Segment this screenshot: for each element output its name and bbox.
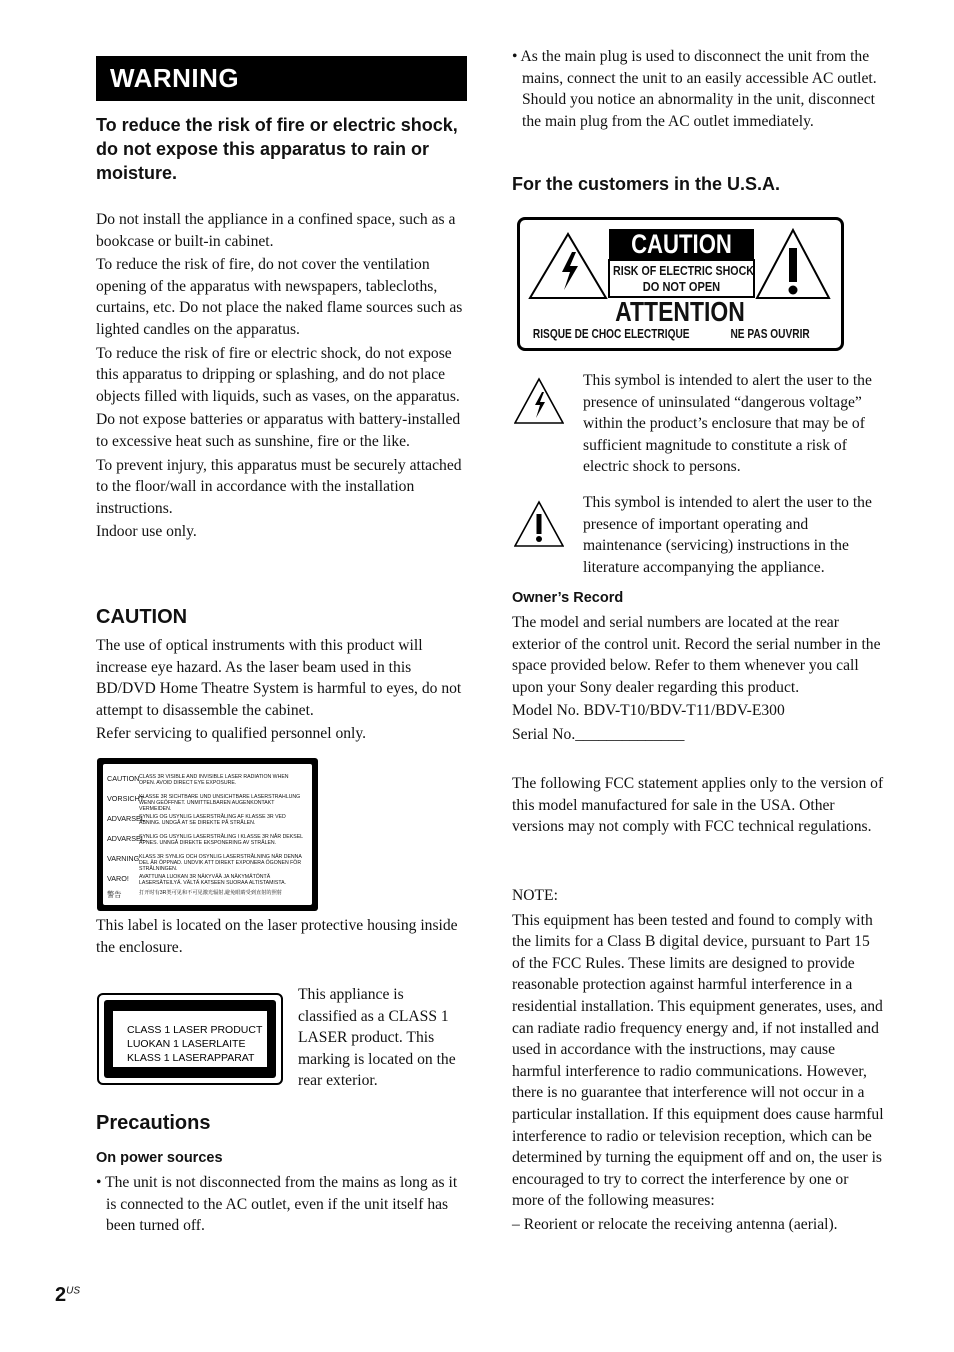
caution-word: CAUTION <box>631 229 732 259</box>
warning-paragraph: To prevent injury, this apparatus must be securely attached to the floor/wall in accordance with the installation instructions. <box>96 456 462 517</box>
warning-paragraphs <box>96 209 467 543</box>
warning-paragraph: Do not expose batteries or apparatus with battery-installed to excessive heat such as sunshine, fire or the like. <box>96 411 461 450</box>
laser-label-row: ADVARSELSYNLIG OG USYNLIG LASERSTRÅLING I KLASSE 3R NÅR DEKSEL ÅPNES. UNNGÅ DIREKTE EKSPONERING AV STRÅLEN. <box>107 834 303 846</box>
risque-text: RISQUE DE CHOC ELECTRIQUE <box>532 326 690 341</box>
lightning-symbol-description: This symbol is intended to alert the user to the presence of uninsulated “dangerous voltage” within the product’s enclosure that may be of sufficient magnitude to constitute a risk of electric shock to persons. <box>583 372 872 476</box>
power-bullet: • The unit is not disconnected from the mains as long as it is connected to the AC outlet, even if the unit itself has been turned off. <box>96 1174 458 1235</box>
laser-label-row: 警告 打开时有3R类可见和不可见激光辐射,避免眼睛受到直射的照射 <box>107 890 282 899</box>
serial-number: Serial No.______________ <box>512 725 685 743</box>
precautions-heading: Precautions <box>96 1112 211 1134</box>
caution-electric-shock-label <box>517 217 844 351</box>
owners-record-heading: Owner’s Record <box>512 590 624 606</box>
laser-label-row: VARNINGKLASS 3R SYNLIG OCH OSYNLIG LASERSTRÅLNING NÄR DENNA DEL ÄR ÖPPNAD. UNDVIK ATT DIREKT EXPONERA ÖGONEN FÖR STRÅLNINGEN. <box>107 854 302 872</box>
warning-paragraph: To reduce the risk of fire or electric shock, do not expose this apparatus to dripping or splashing, and do not place objects filled with liquids, such as vases, on the apparatus. <box>96 344 460 405</box>
owners-record-text: The model and serial numbers are located at the rear exterior of the control unit. Record the serial number in the space provided below. Refer to them whenever you call upon your Sony dealer regarding this product. <box>512 614 881 696</box>
exclamation-triangle-icon <box>514 500 564 548</box>
laser-label-row: VORSICHTKLASSE 3R SICHTBARE UND UNSICHTBARE LASERSTRAHLUNG WENN GEÖFFNET. UNMITTELBAREN AUGENKONTAKT VERMEIDEN. <box>107 794 301 812</box>
class1-laser-label <box>97 993 283 1085</box>
warning-lead: To reduce the risk of fire or electric shock, do not expose this apparatus to rain or moisture. <box>96 115 458 183</box>
class-label-line: KLASS 1 LASERAPPARAT <box>127 1052 255 1064</box>
ne-pas-ouvrir-text: NE PAS OUVRIR <box>730 326 810 341</box>
note-text: This equipment has been tested and found to comply with the limits for a Class B digital device, pursuant to Part 15 of the FCC Rules. These limits are designed to provide reasonable protection against harmful interference in a residential installation. This equipment generates, uses, and can radiate radio frequency energy and, if not installed and used in accordance with the instructions, may cause harmful interference to radio communications. However, there is no guarantee that interference will not occur in a particular installation. If this equipment does cause harmful interference to radio or television reception, which can be determined by turning the equipment off and on, the user is encouraged to try to correct the interference by one or more of the following measures: <box>512 911 884 1210</box>
warning-paragraph: To reduce the risk of fire, do not cover the ventilation opening of the apparatus with newspapers, tablecloths, curtains, etc. Do not place the naked flame sources such as lighted candles on the apparatus. <box>96 256 463 338</box>
note-heading: NOTE: <box>512 887 558 904</box>
warning-paragraph: Do not install the appliance in a confined space, such as a bookcase or built-in cabinet. <box>96 211 456 250</box>
laser-label-note: This label is located on the laser protective housing inside the enclosure. <box>96 917 458 956</box>
measure-item: – Reorient or relocate the receiving antenna (aerial). <box>512 1215 838 1233</box>
risk-of-shock-text: RISK OF ELECTRIC SHOCK <box>613 263 754 278</box>
power-sources-heading: On power sources <box>96 1150 223 1166</box>
usa-heading: For the customers in the U.S.A. <box>512 174 781 194</box>
class-label-line: LUOKAN 1 LASERLAITE <box>127 1038 246 1050</box>
warning-paragraph: Indoor use only. <box>96 523 197 541</box>
class-label-line: CLASS 1 LASER PRODUCT <box>127 1024 263 1036</box>
model-number: Model No. BDV-T10/BDV-T11/BDV-E300 <box>512 702 785 720</box>
caution-heading: CAUTION <box>96 606 188 628</box>
fcc-statement: The following FCC statement applies only to the version of this model manufactured for sale in the USA. Other versions may not comply with FCC technical regulations. <box>512 775 884 836</box>
lightning-triangle-icon <box>514 377 564 425</box>
lightning-bolt-icon <box>562 252 578 290</box>
laser-label-row: ADVARSELSYNLIG OG USYNLIG LASERSTRÅLING AF KLASSE 3R VED ÅBNING. UNDGÅ AT SE DIREKTE PÅ STRÅLEN. <box>107 814 286 826</box>
do-not-open-text: DO NOT OPEN <box>642 279 721 294</box>
class1-description: This appliance is classified as a CLASS 1 LASER product. This marking is located on the rear exterior. <box>298 986 456 1090</box>
power-bullet: • As the main plug is used to disconnect the unit from the mains, connect the unit to an easily accessible AC outlet. Should you notice an abnormality in the unit, disconnect the main plug from the AC outlet immediately. <box>512 48 877 130</box>
caution-paragraph: Refer servicing to qualified personnel only. <box>96 725 367 743</box>
caution-paragraphs <box>96 635 467 745</box>
exclamation-symbol-description: This symbol is intended to alert the user to the presence of important operating and maintenance (servicing) instructions in the literature accompanying the appliance. <box>583 494 872 576</box>
warning-heading: WARNING <box>96 56 467 101</box>
caution-paragraph: The use of optical instruments with this product will increase eye hazard. As the laser beam used in this BD/DVD Home Theatre System is harmful to eyes, do not attempt to disassemble the cabinet. <box>96 637 462 719</box>
laser-label-row: CAUTIONCLASS 3R VISIBLE AND INVISIBLE LASER RADIATION WHEN OPEN. AVOID DIRECT EYE EXPOSURE. <box>107 774 289 786</box>
laser-warning-label <box>97 758 318 911</box>
attention-word: ATTENTION <box>615 296 745 327</box>
page-number: $2^{US}$ <box>55 1284 81 1306</box>
laser-label-row: VARO! AVATTUNA LUOKAN 3R NÄKYVÄÄ JA NÄKYMÄTÖNTÄ LASERSÄTEILYÄ. VÄLTÄ KATSEEN SUORAA ALTISTAMISTA. <box>107 874 287 886</box>
